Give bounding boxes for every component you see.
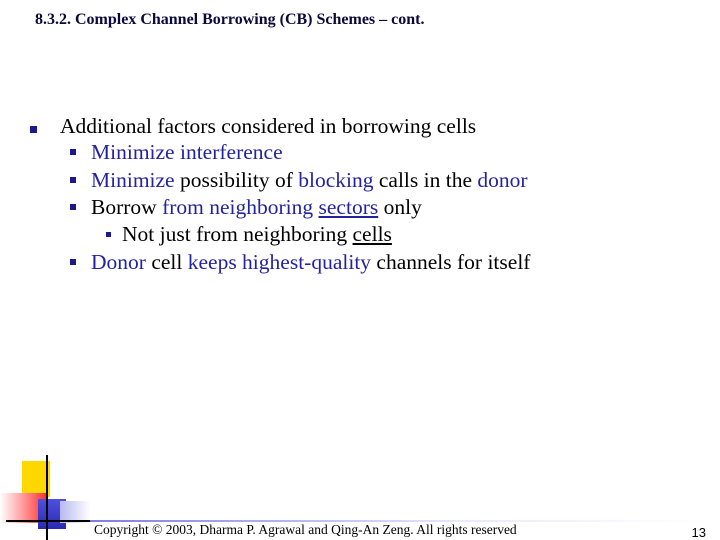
bullet-item-2 [91,168,528,192]
bullet-marker [30,126,37,133]
bullet-marker [70,259,76,265]
bullet-item-4-part-4: channels for itself [371,250,531,274]
bullet-item-3-part-1: Borrow [91,195,163,219]
bullet-item-3 [91,195,422,219]
bullet-item-2-part-3: blocking [298,168,374,192]
bullet-item-4-part-1: Donor [91,250,146,274]
bullet-item-4-part-2: cell [145,250,188,274]
bullet-subitem-1-part-1: Not just from neighboring [122,222,353,246]
slide-title: 8.3.2. Complex Channel Borrowing (CB) Schemes – cont. [35,11,425,28]
bullet-subitem-1-part-2: cells [352,222,392,246]
bullet-marker [70,204,76,210]
bullet-marker [106,232,111,237]
bullet-item-3-part-4: only [378,195,422,219]
bullet-item-2-part-4: calls in the [373,168,478,192]
bullet-item-3-part-2: from neighboring [162,195,319,219]
bullet-marker [70,177,76,183]
horizontal-line [6,520,92,522]
bullet-item-4-part-3: keeps highest-quality [187,250,372,274]
corner-decoration [0,455,100,540]
page-number: 13 [691,525,706,540]
bullet-item-4 [91,250,530,274]
bullet-item-2-part-1: Minimize [91,168,175,192]
bullet-subitem-1 [122,222,392,246]
bullet-item-3-part-3: sectors [318,195,379,219]
footer-copyright: Copyright © 2003, Dharma P. Agrawal and Qing-An Zeng. All rights reserved [94,522,517,537]
bullet-item-1 [91,140,283,164]
bullet-item-1-text: Minimize interference [91,140,283,164]
bullet-item-2-part-2: possibility of [174,168,299,192]
bullet-main-text: Additional factors considered in borrowing cells [60,114,477,138]
bullet-main [60,114,476,138]
bullet-marker [70,149,76,155]
bullet-item-2-part-5: donor [477,168,528,192]
vertical-line [46,455,48,540]
